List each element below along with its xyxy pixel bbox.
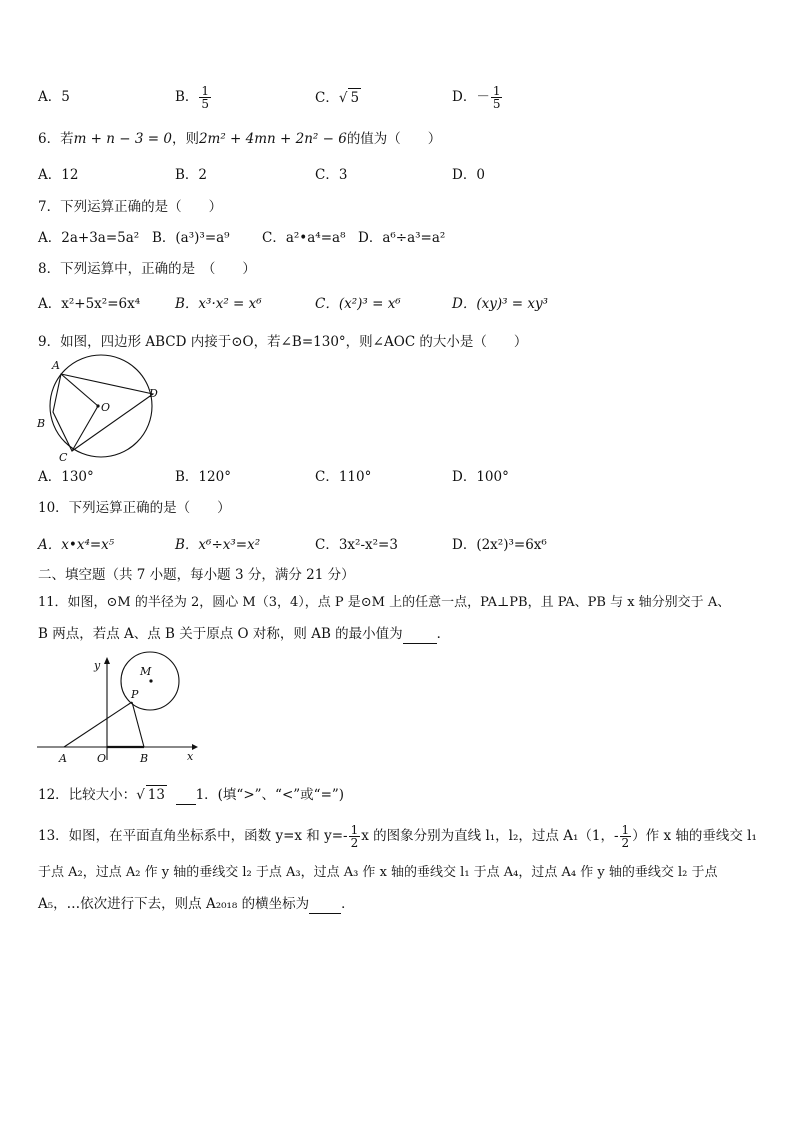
q5-d-num: 1	[492, 84, 501, 98]
q10-stem: 10．下列运算正确的是（ ）	[38, 500, 231, 516]
q8-option-d: D．(xy)³ = xy³	[452, 296, 549, 312]
q11-label-y: y	[94, 659, 101, 672]
q5-option-b	[175, 78, 212, 116]
q13-answer-blank	[309, 895, 341, 914]
q11-label-p: P	[131, 688, 139, 701]
q9-option-d: D．100°	[452, 469, 509, 485]
q11-answer-blank	[403, 625, 437, 644]
q6-option-c: C．3	[315, 167, 348, 183]
q9-label-c: C	[59, 451, 68, 464]
q9-label-a: A	[52, 359, 60, 372]
q6-expression: 2m² + 4mn + 2n² − 6	[198, 131, 347, 147]
q7-option-d: D．a⁶÷a³=a²	[358, 230, 446, 246]
q13-frac1-den: 2	[350, 836, 359, 850]
q13-line-1-c: ）作 x 轴的垂线交 l₁	[632, 828, 757, 844]
q13-line-3	[38, 895, 355, 914]
q12-answer-blank	[176, 786, 196, 805]
q9-option-a: A．130°	[38, 469, 94, 485]
q8-option-a: A．x²+5x²=6x⁴	[38, 296, 141, 312]
q9-label-b: B	[37, 417, 46, 430]
q9-circle-figure	[34, 352, 164, 464]
q11-label-x: x	[187, 750, 194, 763]
q11-center-dot	[149, 679, 152, 682]
q6-stem-1: 6．若	[38, 131, 74, 147]
q10-option-d: D．(2x²)³=6x⁶	[452, 537, 547, 553]
q13-line-1-b: x 的图象分别为直线 l₁，l₂，过点 A₁（1，-	[361, 828, 619, 844]
q12-radicand: 13	[147, 787, 165, 803]
q7-option-a: A．2a+3a=5a²	[38, 230, 140, 246]
q5-c-prefix: C．	[315, 90, 339, 106]
q11-line-2-text: B 两点，若点 A、点 B 关于原点 O 对称，则 AB 的最小值为	[38, 626, 403, 642]
q9-option-c: C．110°	[315, 469, 372, 485]
q8-option-c: C．(x²)³ = x⁶	[315, 296, 401, 312]
q5-c-radicand: 5	[350, 90, 360, 106]
q9-label-d: D	[149, 387, 158, 400]
q11-label-o: O	[97, 752, 107, 765]
q5-b-prefix: B．	[175, 89, 199, 105]
q5-option-c: C．√ 5	[315, 90, 360, 106]
q6-stem-2: ，则	[171, 131, 199, 147]
q10-option-a: A．x•x⁴=x⁵	[38, 537, 115, 553]
q8-option-b: B．x³·x² = x⁶	[175, 296, 262, 312]
q12-stem: 12．比较大小：√ 13 1．(填“>”、“<”或“=”)	[38, 787, 345, 803]
q9-option-b: B．120°	[175, 469, 231, 485]
q11-figure	[34, 650, 204, 768]
q13-line-3-end: ．	[341, 896, 355, 912]
q9-stem: 9．如图，四边形 ABCD 内接于⊙O，若∠B=130°，则∠AOC 的大小是（ ）	[38, 334, 528, 350]
q11-line-1: 11．如图，⊙M 的半径为 2，圆心 M（3，4），点 P 是⊙M 上的任意一点，PA⊥PB，且 PA、PB 与 x 轴分别交于 A、	[38, 595, 731, 610]
q11-segment-pa	[64, 702, 132, 747]
section-heading: 二、填空题（共 7 小题，每小题 3 分，满分 21 分）	[38, 567, 355, 583]
q5-option-d	[452, 78, 503, 116]
q9-segment-ao	[61, 374, 98, 406]
q13-fraction-2	[620, 824, 632, 849]
q5-b-num: 1	[201, 84, 210, 98]
q5-d-prefix: D．－	[452, 89, 490, 105]
q7-option-c: C．a²•a⁴=a⁸	[262, 230, 346, 246]
q13-line-1-a: 13．如图，在平面直角坐标系中，函数 y=x 和 y=-	[38, 828, 348, 844]
q6-option-d: D．0	[452, 167, 485, 183]
q6-option-b: B．2	[175, 167, 208, 183]
q12-stem-1: 12．比较大小：	[38, 787, 137, 803]
q9-center-dot	[96, 404, 99, 407]
q5-d-fraction	[491, 85, 503, 110]
q13-line-2: 于点 A₂，过点 A₂ 作 y 轴的垂线交 l₂ 于点 A₃，过点 A₃ 作 x 轴的垂线交 l₁ 于点 A₄，过点 A₄ 作 y 轴的垂线交 l₂ 于点	[38, 865, 718, 880]
q9-segment-co	[72, 406, 98, 451]
q6-condition: m + n − 3 = 0	[73, 131, 172, 147]
q11-label-a: A	[59, 752, 67, 765]
q8-stem: 8．下列运算中，正确的是 （ ）	[38, 261, 256, 277]
q11-line-2-end: ．	[436, 626, 451, 642]
q13-line-1	[38, 818, 757, 854]
q6-option-a: A．12	[38, 167, 79, 183]
q11-label-b: B	[140, 752, 149, 765]
q5-b-den: 5	[201, 97, 210, 111]
q12-stem-2: 1．(填“>”、“<”或“=”)	[195, 787, 345, 803]
q10-option-c: C．3x²-x²=3	[315, 537, 398, 553]
q11-label-m: M	[140, 665, 152, 678]
q13-frac2-num: 1	[621, 823, 630, 837]
q13-frac2-den: 2	[621, 836, 630, 850]
q6-stem-3: 的值为（ ）	[346, 131, 442, 147]
q13-line-3-text: A₅，…依次进行下去，则点 A₂₀₁₈ 的横坐标为	[38, 896, 310, 912]
q11-line-2	[38, 625, 450, 644]
q6-stem	[38, 130, 441, 148]
q13-frac1-num: 1	[350, 823, 359, 837]
q5-option-a: A．5	[38, 89, 70, 105]
q10-option-b: B．x⁶÷x³=x²	[175, 537, 261, 553]
q5-d-den: 5	[492, 97, 501, 111]
q9-label-o: O	[101, 401, 111, 414]
q7-stem: 7．下列运算正确的是（ ）	[38, 199, 223, 215]
q11-y-axis-arrow	[104, 657, 110, 664]
q7-option-b: B．(a³)³=a⁹	[152, 230, 230, 246]
q13-fraction-1	[349, 824, 361, 849]
q5-b-fraction	[199, 85, 211, 110]
